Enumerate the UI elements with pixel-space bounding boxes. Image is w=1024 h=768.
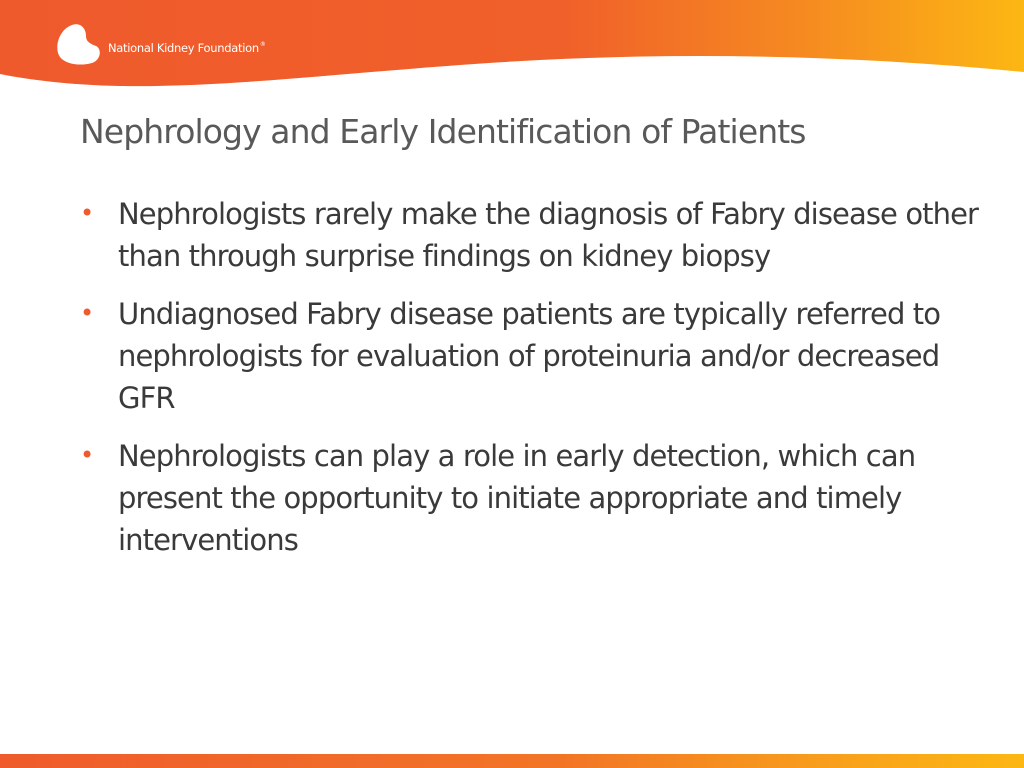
organization-logo: [56, 22, 306, 72]
slide-title: Nephrology and Early Identification of Patients: [80, 112, 806, 151]
bullet-list: [80, 193, 990, 577]
bullet-item: [80, 435, 990, 561]
bullet-marker-icon: •: [80, 441, 94, 469]
bullet-marker-icon: •: [80, 199, 94, 227]
bullet-item: [80, 293, 990, 419]
bullet-item: [80, 193, 990, 277]
trademark-symbol: ®: [259, 41, 266, 48]
footer-gradient-band: [0, 754, 1024, 768]
bullet-marker-icon: •: [80, 299, 94, 327]
kidney-bean-logo-icon: [56, 22, 102, 66]
bullet-text: Nephrologists can play a role in early detection, which can present the opportunity to initiate appropriate and timely interventions: [118, 439, 916, 557]
bullet-text: Nephrologists rarely make the diagnosis of Fabry disease other than through surprise findings on kidney biopsy: [118, 197, 979, 273]
organization-name: National Kidney Foundation®: [108, 41, 266, 55]
bullet-text: Undiagnosed Fabry disease patients are typically referred to nephrologists for evaluation of proteinuria and/or decreased GFR: [118, 297, 941, 415]
